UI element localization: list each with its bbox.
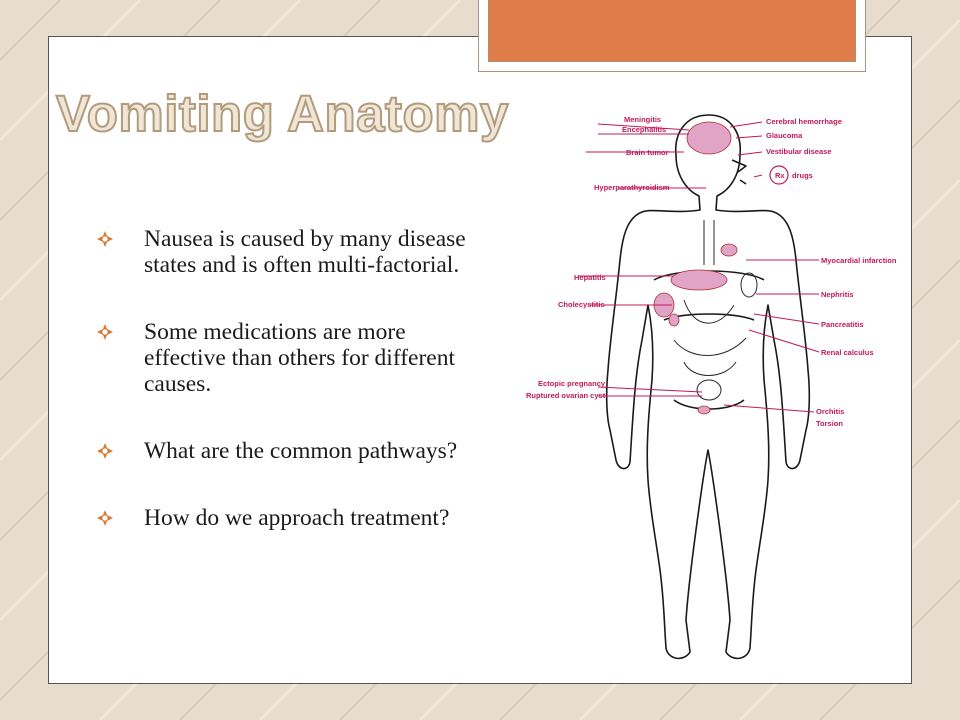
bullet-text: How do we approach treatment? <box>144 505 450 531</box>
bullet-item <box>96 319 466 397</box>
label-ectopic-pregnancy: Ectopic pregnancy <box>538 379 606 388</box>
bullet-marker-icon <box>96 509 114 527</box>
bullet-item <box>96 505 466 531</box>
bullet-item <box>96 226 466 278</box>
label-hyperparathyroidism: Hyperparathyroidism <box>594 183 670 192</box>
organ-highlights <box>654 122 737 414</box>
label-encephalitis: Encephalitis <box>622 125 667 134</box>
slide-title: Vomiting Anatomy <box>56 85 509 142</box>
bullet-marker-icon <box>96 442 114 460</box>
label-renal-calculus: Renal calculus <box>821 348 874 357</box>
label-cholecystitis: Cholecystitis <box>558 300 605 309</box>
bullet-text: What are the common pathways? <box>144 438 458 464</box>
bullet-text: Some medications are more effective than others for different causes. <box>144 319 456 397</box>
bullet-text: Nausea is caused by many disease states and is often multi-factorial. <box>144 226 466 278</box>
label-torsion: Torsion <box>816 419 843 428</box>
leader-lines <box>578 122 819 412</box>
header-accent-bar <box>488 0 856 62</box>
organ-details <box>674 220 757 400</box>
bullet-marker-icon <box>96 230 114 248</box>
label-brain-tumor: Brain tumor <box>626 148 669 157</box>
bullet-item <box>96 438 466 464</box>
bullet-marker-icon <box>96 323 114 341</box>
bullet-list <box>96 226 466 572</box>
label-drugs: drugs <box>792 171 813 180</box>
label-cerebral-hemorrhage: Cerebral hemorrhage <box>766 117 842 126</box>
label-meningitis: Meningitis <box>624 115 662 124</box>
anatomy-diagram <box>524 100 914 690</box>
label-orchitis: Orchitis <box>816 407 845 416</box>
label-nephritis: Nephritis <box>821 290 854 299</box>
label-hepatitis: Hepatitis <box>574 273 606 282</box>
label-vestibular-disease: Vestibular disease <box>766 147 832 156</box>
label-ruptured-ovarian-cyst: Ruptured ovarian cyst <box>526 391 606 400</box>
label-myocardial-infarction: Myocardial infarction <box>821 256 897 265</box>
label-pancreatitis: Pancreatitis <box>821 320 864 329</box>
label-rx: Rx <box>775 171 785 180</box>
body-outline <box>607 115 810 658</box>
label-glaucoma: Glaucoma <box>766 131 803 140</box>
